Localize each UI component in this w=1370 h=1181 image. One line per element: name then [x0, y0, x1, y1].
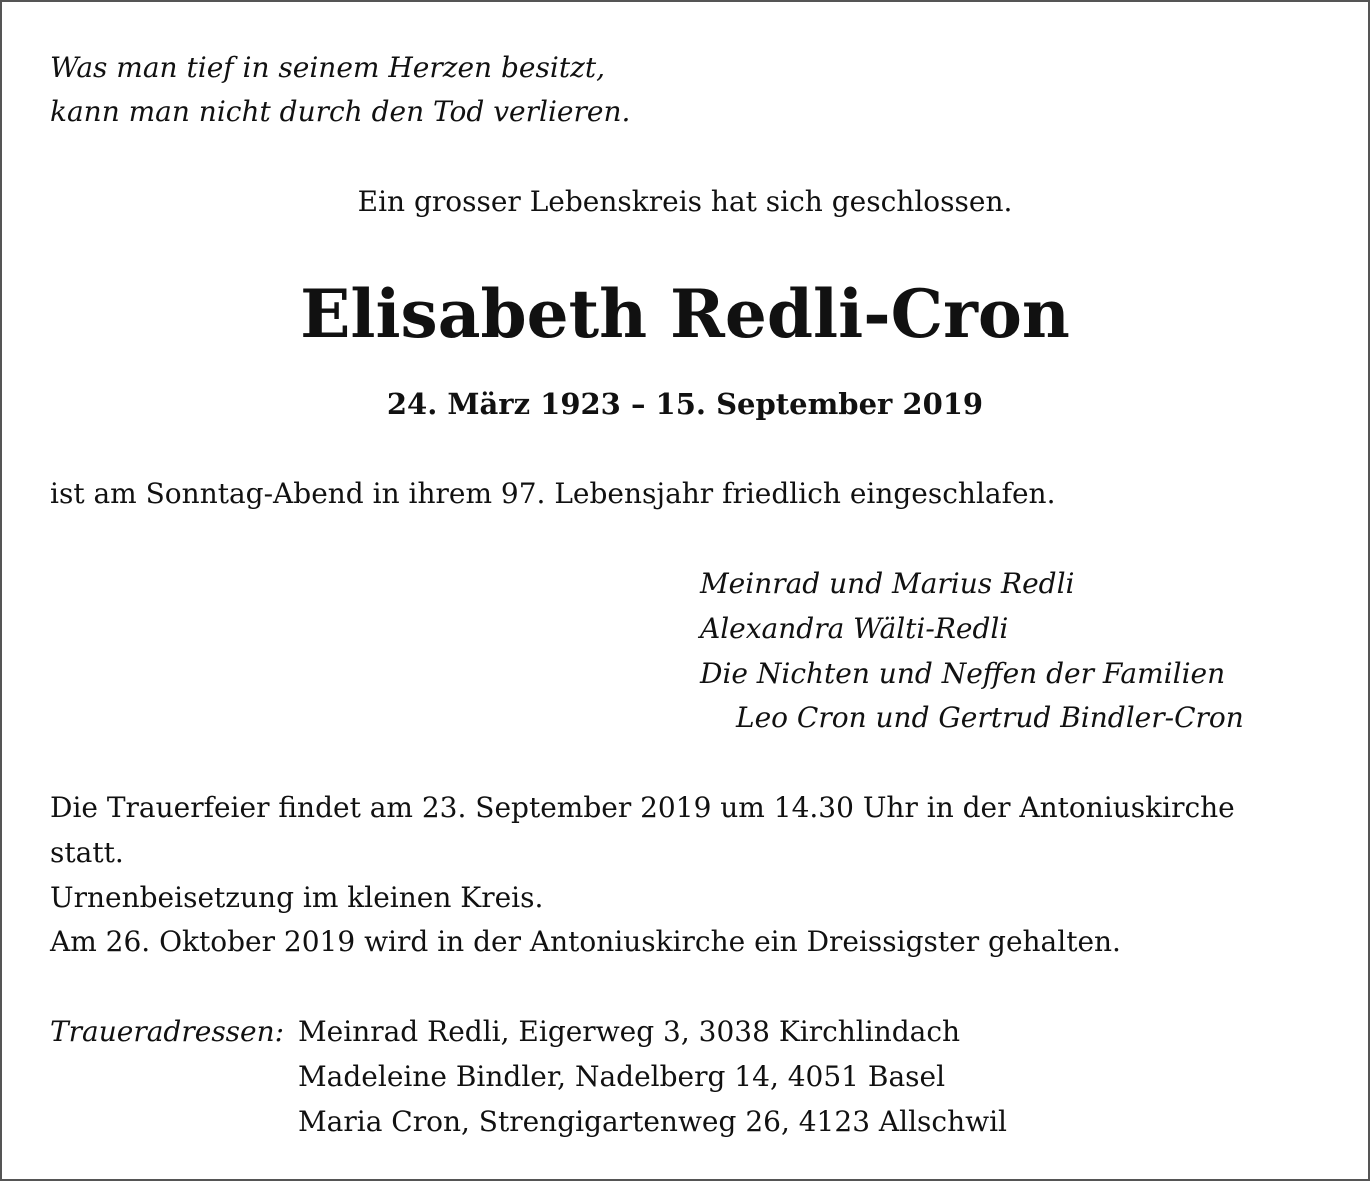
deceased-name: Elisabeth Redli-Cron [300, 275, 1070, 353]
address-line: Maria Cron, Strengigartenweg 26, 4123 Allschwil [298, 1105, 1007, 1138]
ceremony-line-1: Die Trauerfeier findet am 23. September 2019 um 14.30 Uhr in der Antoniuskirche [50, 791, 1235, 824]
motto-line-1: Was man tief in seinem Herzen besitzt, [50, 51, 605, 84]
motto-line-2: kann man nicht durch den Tod verlieren. [50, 95, 631, 128]
mourner-line: Alexandra Wälti-Redli [700, 612, 1009, 645]
intro-text: Ein grosser Lebenskreis hat sich geschlossen. [357, 185, 1013, 218]
life-dates: 24. März 1923 – 15. September 2019 [386, 387, 984, 421]
mourner-line: Die Nichten und Neffen der Familien [700, 657, 1226, 690]
mourner-line: Leo Cron und Gertrud Bindler-Cron [736, 701, 1244, 734]
ceremony-line-2: statt. [50, 836, 124, 869]
ceremony-line-3: Urnenbeisetzung im kleinen Kreis. [50, 881, 544, 914]
announcement-text: ist am Sonntag-Abend in ihrem 97. Lebensjahr friedlich eingeschlafen. [50, 477, 1056, 510]
address-line: Madeleine Bindler, Nadelberg 14, 4051 Basel [298, 1060, 946, 1093]
address-line: Meinrad Redli, Eigerweg 3, 3038 Kirchlindach [298, 1015, 961, 1048]
mourner-line: Meinrad und Marius Redli [700, 567, 1075, 600]
addresses-label: Traueradressen: [50, 1015, 285, 1048]
ceremony-line-4: Am 26. Oktober 2019 wird in der Antoniuskirche ein Dreissigster gehalten. [50, 925, 1121, 958]
